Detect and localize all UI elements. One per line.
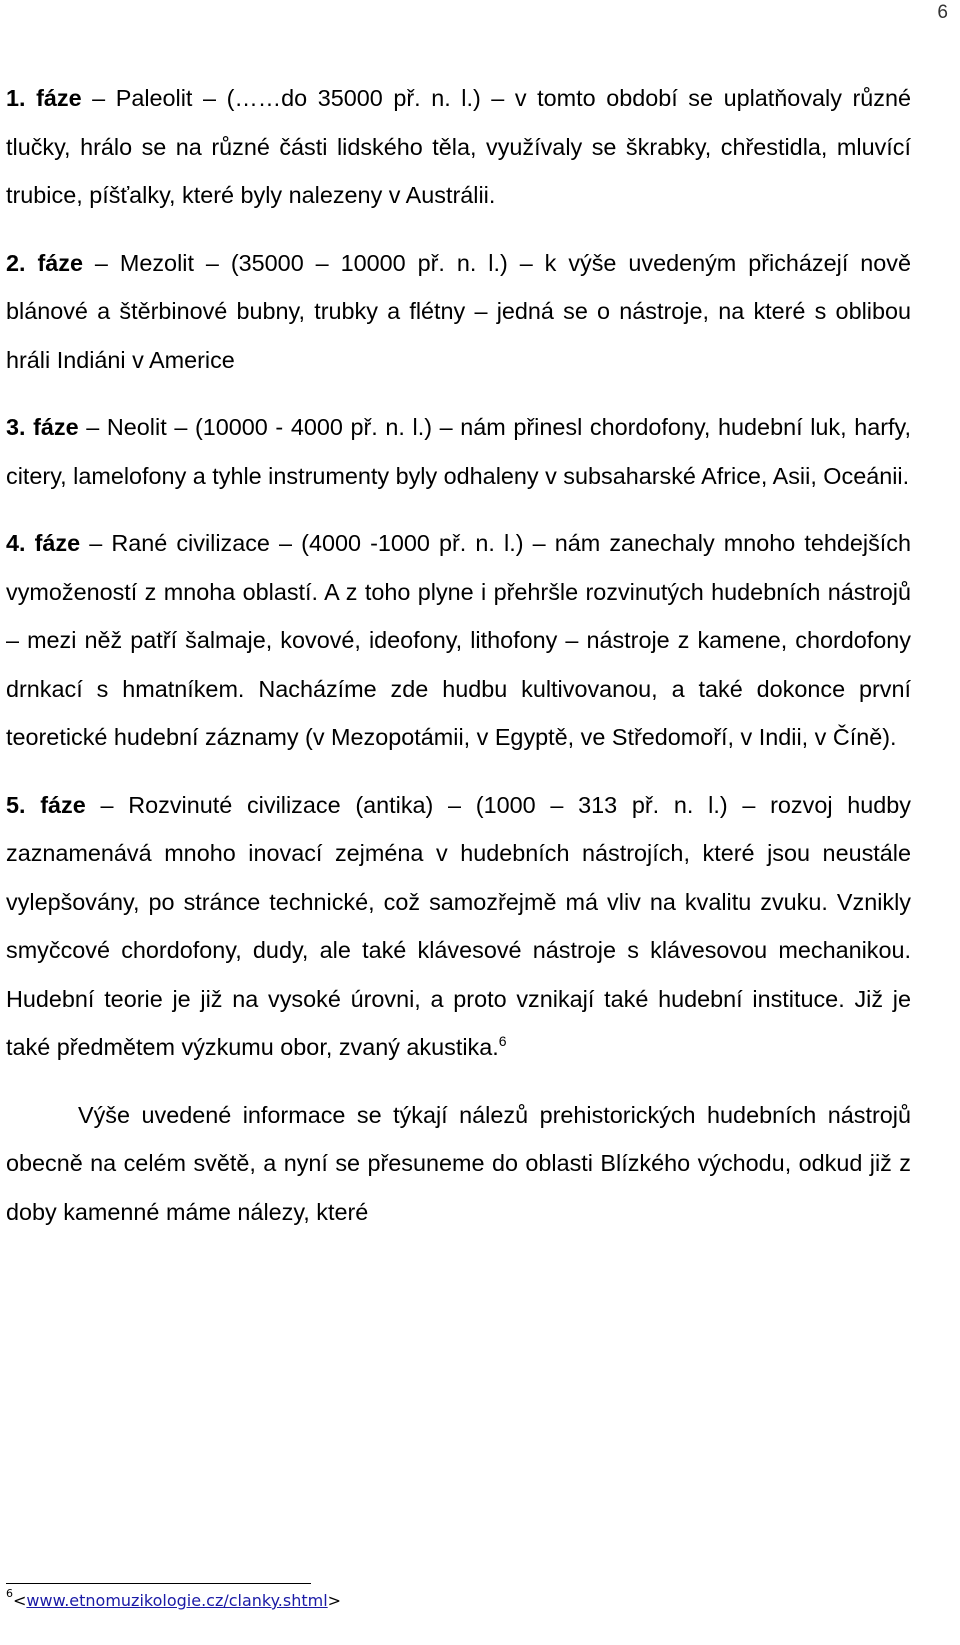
footnote-open-bracket: < — [13, 1591, 27, 1610]
phase-5-paragraph — [6, 781, 911, 1072]
phase-1-paragraph — [6, 74, 911, 220]
footnote-close-bracket: > — [327, 1591, 342, 1610]
phase-4-text: – Rané civilizace – (4000 -1000 př. n. l.) – nám zanechaly mnoho tehdejších vymožeností z mnoha oblastí. A z toho plyne i přehršle rozvinutých hudebních nástrojů – mezi něž patří šalmaje, kovové, ideofony, lithofony – nástroje z kamene, chordofony drnkací s hmatníkem. Nacházíme zde hudbu kultivovanou, a také dokonce první teoretické hudební záznamy (v Mezopotámii, v Egyptě, ve Středomoří, v Indii, v Číně). — [6, 530, 911, 750]
phase-3-text: – Neolit – (10000 - 4000 př. n. l.) – nám přinesl chordofony, hudební luk, harfy, citery, lamelofony a tyhle instrumenty byly odhaleny v subsaharské Africe, Asii, Oceánii. — [6, 414, 911, 489]
footnote-number: 6 — [6, 1587, 13, 1600]
footnote — [6, 1588, 341, 1614]
footnote-reference[interactable]: 6 — [498, 1033, 507, 1050]
footnote-link[interactable]: www.etnomuzikologie.cz/clanky.shtml — [26, 1591, 328, 1610]
phase-2-paragraph — [6, 239, 911, 385]
phase-1-label: 1. fáze — [6, 85, 82, 111]
phase-5-label: 5. fáze — [6, 791, 86, 818]
phase-4-paragraph — [6, 519, 911, 762]
phase-5-text: – Rozvinuté civilizace (antika) – (1000 – 313 př. n. l.) – rozvoj hudby zaznamenává mnoho inovací zejména v hudebních nástrojích, které jsou neustále vylepšovány, po stránce technické, což samozřejmě má vliv na kvalitu zvuku. Vznikly smyčcové chordofony, dudy, ale také klávesové nástroje s klávesovou mechanikou. Hudební teorie je již na vysoké úrovni, a proto vznikají také hudební instituce. Již je také předmětem výzkumu obor, zvaný akustika. — [6, 791, 911, 1060]
phase-2-label: 2. fáze — [6, 249, 83, 276]
phase-1-text: – Paleolit – (……do 35000 př. n. l.) – v tomto období se uplatňovaly různé tlučky, hrálo se na různé části lidského těla, využívaly se škrabky, chřestidla, mluvící trubice, píšťalky, které byly nalezeny v Austrálii. — [6, 85, 911, 208]
main-text — [6, 74, 911, 1255]
phase-4-label: 4. fáze — [6, 530, 81, 556]
closing-paragraph: Výše uvedené informace se týkají nálezů prehistorických hudebních nástrojů obecně na celém světě, a nyní se přesuneme do oblasti Blízkého východu, odkud již z doby kamenné máme nálezy, které — [6, 1101, 911, 1225]
footnote-separator — [6, 1583, 311, 1584]
page-number: 6 — [937, 2, 948, 23]
phase-3-label: 3. fáze — [6, 414, 79, 440]
phase-3-paragraph — [6, 403, 911, 500]
phase-2-text: – Mezolit – (35000 – 10000 př. n. l.) – k výše uvedeným přicházejí nově blánové a štěrbinové bubny, trubky a flétny – jedná se o nástroje, na které s oblibou hráli Indiáni v Americe — [6, 249, 911, 373]
